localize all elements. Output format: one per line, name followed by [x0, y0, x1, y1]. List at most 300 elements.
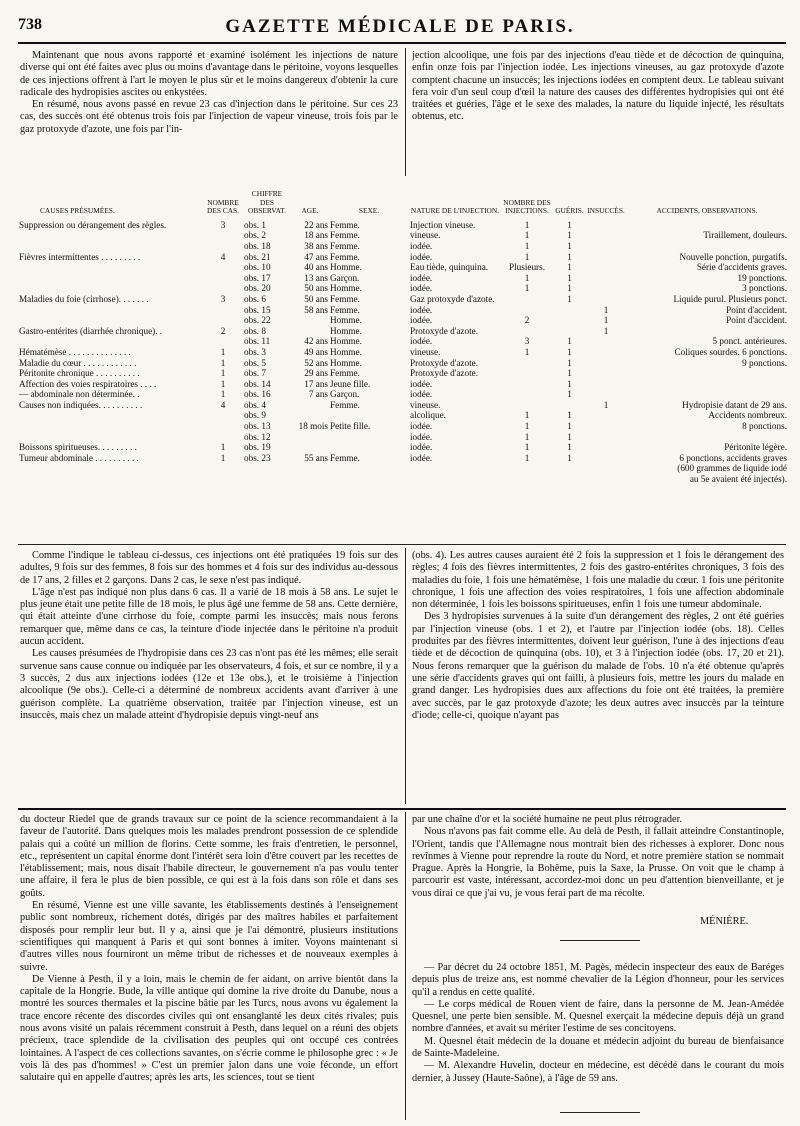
cell-sexe: Femme.: [330, 399, 360, 410]
column-header-age: AGE.: [301, 206, 319, 216]
cell-observation: obs. 7: [244, 368, 266, 379]
cell-age: 52 ans: [304, 357, 328, 368]
cell-nombre-cas: 3: [220, 293, 226, 304]
cell-sexe: Femme.: [330, 293, 360, 304]
cell-accidents: 9 ponctions.: [742, 357, 787, 368]
cell-nombre-injections: 1: [524, 251, 530, 262]
table-row: [18, 442, 788, 453]
cell-age: [291, 315, 329, 326]
cell-gueris: [553, 474, 586, 485]
paragraph: par une chaîne d'or et la société humaine ne peut plus rétrograder.: [412, 814, 683, 825]
cell-nature: iodée.: [410, 452, 433, 463]
cell-age: 47 ans: [304, 251, 328, 262]
cell-age: [291, 326, 329, 337]
cell-gueris: 1: [567, 452, 572, 463]
cell-age: 7 ans: [308, 389, 328, 400]
cell-sexe: Femme.: [330, 452, 360, 463]
cell-cause: [18, 315, 203, 326]
news-item: M. Quesnel était médecin de la douane et médecin adjoint du bureau de bienfaisance de Sainte-Madeleine.: [412, 1035, 784, 1060]
cell-cause: [18, 410, 203, 421]
cell-age: 50 ans: [304, 293, 328, 304]
cell-observation: obs. 21: [244, 251, 271, 262]
cell-cause: [18, 474, 203, 485]
cell-observation: obs. 15: [244, 304, 271, 315]
cell-nombre-cas: 1: [220, 442, 226, 453]
cell-observation: obs. 11: [244, 336, 271, 347]
cell-accidents: Coliques sourdes. 6 ponctions.: [674, 346, 787, 357]
cell-nombre-cas: [203, 273, 243, 284]
cell-nature: iodée.: [410, 421, 433, 432]
cell-cause: [18, 305, 203, 316]
observations-table: [18, 190, 788, 485]
news-item: — Par décret du 24 octobre 1851, M. Pagès, médecin inspecteur des eaux de Baréges depuis plus de treize ans, est nommé chevalier de la Légion d'honneur, pour les services qu'il a rendus en cette qualité.: [412, 962, 784, 998]
cell-observation: obs. 19: [244, 442, 271, 453]
cell-nombre-injections: 1: [524, 421, 530, 432]
cell-gueris: 1: [567, 431, 572, 442]
cell-nature: vineuse.: [410, 399, 441, 410]
paragraph: Les causes présumées de l'hydropisie dans ces 23 cas n'ont pas été les mêmes; elle serait survenue sans cause connue ou indiquée par les observateurs, 4 fois, et sur ce nombre, il y a 3 succès, 2 dus aux injections iodées (12e et 13e obs.), et le troisième à l'injection alcoolique (9e obs.). Celle-ci a déterminé de nombreux accidents avant d'arriver à une guérison complète. La quatrième observation, traitée par l'injection vineuse, est un insuccès, mais chez un malade atteint d'hydropisie depuis vingt-neuf ans: [20, 648, 398, 721]
cell-sexe: Homme.: [330, 262, 362, 273]
cell-nombre-injections: [501, 326, 553, 337]
cell-nature: iodée.: [410, 315, 433, 326]
cell-cause: [18, 432, 203, 443]
cell-age: 13 ans: [304, 272, 328, 283]
paragraph: Nous n'avons pas fait comme elle. Au delà de Pesth, il fallait atteindre Constantinople, l'Orient, tandis que l'Allemagne nous montrait bien des richesses à explorer. Donc nous revînmes à Vienne pour reprendre la route du Nord, et notre première station se nommait Prague. Après la Hongrie, la Bohême, puis la Saxe, la Prusse. On voit que le champ à parcourir est vaste, intéressant, accordez-moi donc un peu d'attention bienveillante, et je vous dirai ce que j'ai vu, je vous ferai part de ma récolte.: [412, 826, 784, 899]
middle-right-column: [412, 550, 784, 802]
cell-accidents: Point d'accident.: [726, 304, 787, 315]
cell-accidents: [626, 368, 788, 379]
cell-insucces: [586, 368, 626, 379]
cell-cause: [18, 241, 203, 252]
cell-insucces: [586, 241, 626, 252]
cell-age: 29 ans: [304, 368, 328, 379]
cell-sexe: Petite fille.: [330, 421, 371, 432]
cell-gueris: 1: [567, 336, 572, 347]
cell-observation: [243, 463, 291, 474]
cell-age: 18 mois: [298, 421, 328, 432]
cell-observation: obs. 9: [244, 410, 266, 421]
cell-nature: Eau tiède, quinquina.: [410, 262, 489, 273]
cell-nature: iodée.: [410, 272, 433, 283]
cell-insucces: [586, 336, 626, 347]
cell-gueris: 1: [567, 357, 572, 368]
cell-sexe: Jeune fille.: [330, 378, 371, 389]
table-row: [18, 379, 788, 390]
cell-nombre-injections: 1: [524, 219, 530, 230]
table-row: [18, 463, 788, 474]
cell-nombre-injections: 1: [524, 283, 530, 294]
cell-accidents: Péritonite légère.: [724, 442, 787, 453]
cell-gueris: 1: [567, 219, 572, 230]
cell-nature: iodée.: [410, 442, 433, 453]
cell-observation: obs. 8: [244, 325, 266, 336]
cell-gueris: 1: [567, 230, 572, 241]
cell-insucces: [586, 442, 626, 453]
paragraph: En résumé, nous avons passé en revue 23 cas d'injection dans le péritoine. Sur ces 23 cas, des succès ont été obtenus trois fois par l'injection de vapeur vineuse, trois fois par le gaz protoxyde d'azote, une fois par l'in-: [20, 99, 398, 135]
cell-sexe: [329, 410, 409, 421]
cell-nature: Injection vineuse.: [410, 219, 476, 230]
table-row: [18, 432, 788, 443]
cell-nombre-injections: [501, 358, 553, 369]
cell-cause: Fièvres intermittentes . . . . . . . . .: [19, 251, 141, 262]
cell-nombre-cas: [203, 336, 243, 347]
cell-nombre-cas: 2: [220, 325, 226, 336]
cell-insucces: [586, 252, 626, 263]
cell-accidents: 5 ponct. antérieures.: [712, 336, 787, 347]
cell-observation: obs. 23: [244, 452, 271, 463]
cell-insucces: [586, 474, 626, 485]
cell-nombre-injections: [501, 368, 553, 379]
cell-accidents: 3 ponctions.: [742, 283, 787, 294]
cell-observation: obs. 5: [244, 357, 266, 368]
table-row: [18, 389, 788, 400]
cell-cause: Gastro-entérites (diarrhée chronique). .: [19, 325, 163, 336]
column-divider: [405, 548, 406, 804]
column-divider: [405, 48, 406, 176]
cell-nombre-injections: 1: [524, 346, 530, 357]
cell-insucces: [586, 358, 626, 369]
column-header-chiffre: CHIFFRE DES OBSERVAT.: [248, 189, 286, 216]
table-row: [18, 305, 788, 316]
cell-observation: obs. 1: [244, 219, 266, 230]
cell-nombre-cas: [203, 230, 243, 241]
cell-nombre-injections: [501, 400, 553, 411]
cell-nombre-injections: Plusieurs.: [509, 262, 545, 273]
table-row: [18, 294, 788, 305]
cell-nature: iodée.: [410, 240, 433, 251]
table-row: [18, 326, 788, 337]
separator: [560, 1112, 640, 1113]
cell-insucces: 1: [603, 399, 609, 410]
cell-observation: obs. 17: [244, 272, 271, 283]
intro-right-column: [412, 50, 784, 176]
cell-nombre-cas: [203, 305, 243, 316]
cell-cause: [18, 273, 203, 284]
cell-insucces: [586, 421, 626, 432]
cell-nature: iodée.: [410, 251, 433, 262]
cell-observation: obs. 4: [244, 399, 266, 410]
cell-age: [291, 442, 329, 453]
cell-nombre-injections: [501, 305, 553, 316]
cell-nombre-injections: [501, 379, 553, 390]
cell-sexe: Femme.: [330, 304, 360, 315]
cell-cause: Hématémèse . . . . . . . . . . . . . .: [19, 346, 131, 357]
cell-nature: iodée.: [410, 283, 433, 294]
cell-nature: alcolique.: [410, 410, 446, 421]
cell-cause: [18, 230, 203, 241]
cell-accidents: [626, 326, 788, 337]
table-row: [18, 421, 788, 432]
table-row: [18, 241, 788, 252]
cell-cause: [18, 336, 203, 347]
cell-observation: obs. 10: [244, 262, 271, 273]
cell-age: 18 ans: [304, 230, 328, 241]
cell-gueris: 1: [567, 442, 572, 453]
cell-gueris: [553, 463, 586, 474]
cell-nature: Protoxyde d'azote.: [410, 368, 478, 379]
cell-insucces: [586, 379, 626, 390]
cell-age: [291, 432, 329, 443]
cell-gueris: 1: [567, 368, 572, 379]
cell-sexe: [329, 432, 409, 443]
intro-left-column: [20, 50, 398, 176]
cell-age: 38 ans: [304, 240, 328, 251]
paragraph: Comme l'indique le tableau ci-dessus, ces injections ont été pratiquées 19 fois sur des adultes, 9 fois sur des femmes, 8 fois sur des hommes et 4 fois sur des individus au-dessous de 17 ans, 2 filles et 2 garçons. Dans 2 cas, le sexe n'est pas indiqué.: [20, 550, 398, 586]
news-item: — M. Alexandre Huvelin, docteur en médecine, est décédé dans le courant du mois dernier, à Jussey (Haute-Saône), à l'âge de 59 ans.: [412, 1060, 784, 1084]
paragraph: L'âge n'est pas indiqué non plus dans 6 cas. Il a varié de 18 mois à 58 ans. Le sujet le plus jeune était une petite fille de 18 mois, le plus âgé une femme de 58 ans. Cette dernière, qui était atteinte d'une cirrhose du foie, compte parmi les insuccès; mais nous ferons remarquer que, même dans ce cas, la teinture d'iode injectée dans le péritoine n'a produit aucun accident.: [20, 586, 398, 648]
paragraph: du docteur Riedel que de grands travaux sur ce point de la science recommandaient à la faveur de l'autorité. Dans quelques mois les malades prendront possession de ce splendide palais qui a coûté un million de florins. Cette somme, les frais d'entretien, le personnel, etc., représentent un capital énorme dont l'intérêt sera loin d'être couvert par les recettes de l'établissement; mais, nous disait l'habile directeur, le gouvernement n'a pas voulu tenter une affaire, il fera le plus de bien possible, ce qui est à la fois dans son rôle et dans ses goûts.: [20, 814, 398, 899]
cell-age: 17 ans: [304, 378, 328, 389]
cell-cause: [18, 283, 203, 294]
cell-gueris: [553, 326, 586, 337]
cell-nombre-injections: 1: [524, 230, 530, 241]
cell-gueris: 1: [567, 262, 572, 273]
cell-nombre-cas: 1: [220, 346, 226, 357]
column-header-causes: CAUSES PRÉSUMÉES.: [40, 206, 115, 216]
cell-gueris: 1: [567, 421, 572, 432]
cell-insucces: [586, 453, 626, 464]
cell-accidents: [626, 432, 788, 443]
cell-gueris: [553, 400, 586, 411]
cell-insucces: 1: [603, 304, 609, 315]
cell-nature: iodée.: [410, 431, 433, 442]
cell-accidents: Hydropisie datant de 29 ans.: [682, 399, 787, 410]
cell-sexe: Homme.: [330, 325, 362, 336]
cell-accidents: Accidents nombreux.: [708, 410, 787, 421]
cell-observation: obs. 6: [244, 293, 266, 304]
cell-accidents: (600 grammes de liquide iodé: [677, 463, 787, 474]
section-rule: [18, 808, 786, 810]
cell-sexe: Femme.: [330, 251, 360, 262]
table-header-row: [18, 190, 788, 220]
column-header-nature: NATURE DE L'INJECTION.: [410, 206, 500, 216]
table-row: [18, 283, 788, 294]
cell-insucces: [586, 262, 626, 273]
cell-nombre-cas: 1: [220, 378, 226, 389]
cell-observation: obs. 2: [244, 230, 266, 241]
column-divider: [405, 812, 406, 1120]
cell-age: [291, 474, 329, 485]
cell-observation: obs. 18: [244, 240, 271, 251]
cell-sexe: [329, 463, 409, 474]
cell-sexe: Garçon.: [330, 272, 360, 283]
cell-nombre-cas: 4: [220, 399, 226, 410]
cell-gueris: 1: [567, 272, 572, 283]
cell-nombre-injections: 1: [524, 431, 530, 442]
middle-left-column: [20, 550, 398, 802]
cell-gueris: 1: [567, 389, 572, 400]
cell-gueris: [553, 315, 586, 326]
cell-nombre-cas: [203, 262, 243, 273]
cell-nombre-cas: [203, 410, 243, 421]
table-row: [18, 347, 788, 358]
cell-insucces: [586, 220, 626, 231]
cell-nombre-injections: 1: [524, 272, 530, 283]
cell-sexe: Femme.: [330, 219, 360, 230]
table-row: [18, 453, 788, 464]
cell-age: 55 ans: [304, 452, 328, 463]
cell-accidents: [626, 220, 788, 231]
cell-sexe: [329, 442, 409, 453]
table-row: [18, 474, 788, 485]
cell-insucces: [586, 463, 626, 474]
cell-sexe: [329, 474, 409, 485]
cell-insucces: 1: [603, 315, 609, 326]
cell-cause: — abdominale non déterminée. .: [19, 389, 140, 400]
column-header-insucces: INSUCCÈS.: [587, 206, 625, 216]
cell-gueris: 1: [567, 293, 572, 304]
cell-accidents: [626, 389, 788, 400]
cell-accidents: Nouvelle ponction, purgatifs.: [679, 251, 787, 262]
cell-age: 42 ans: [304, 336, 328, 347]
cell-observation: obs. 12: [244, 431, 271, 442]
cell-cause: Maladies du foie (cirrhose). . . . . . .: [19, 293, 149, 304]
cell-age: 58 ans: [304, 304, 328, 315]
paragraph: Des 3 hydropisies survenues à la suite d'un dérangement des règles, 2 ont été guéries par l'injection vineuse (obs. 1 et 2), et l'autre par l'injection iodée (obs. 18). Celles produites par des fièvres intermittentes, doivent leur guérison, l'une à des injections d'eau tiède et de décoction de quinquina (obs. 10), et 3 à l'injection iodée (obs. 17, 20 et 21). Nous ferons remarquer que la guérison du malade de l'obs. 10 n'a été obtenue qu'après une série d'accidents graves qui ont failli, à plusieurs fois, mettre les jours du malade en grand danger. Les hydropisies dues aux affections du foie ont été traitées, la première avec succès, par le gaz protoxyde d'azote; les deux autres avec insuccès par la teinture d'iode; celle-ci, quoique n'ayant pas: [412, 611, 784, 721]
lower-left-column: [20, 814, 398, 1120]
cell-gueris: 1: [567, 283, 572, 294]
cell-insucces: 1: [603, 325, 609, 336]
cell-insucces: [586, 410, 626, 421]
cell-nombre-cas: 1: [220, 389, 226, 400]
header-rule: [18, 42, 786, 44]
table-row: [18, 368, 788, 379]
cell-nombre-injections: [501, 463, 553, 474]
cell-nature: vineuse.: [410, 346, 441, 357]
author-signature: MÉNIÈRE.: [700, 916, 749, 927]
cell-nombre-injections: [501, 294, 553, 305]
cell-nombre-cas: [203, 315, 243, 326]
cell-nombre-injections: 1: [524, 410, 530, 421]
column-header-nombre-cas: NOMBRE DES CAS.: [206, 197, 240, 216]
lower-right-column: [412, 814, 784, 914]
cell-nombre-cas: [203, 463, 243, 474]
cell-sexe: Homme.: [330, 357, 362, 368]
cell-nombre-injections: 2: [524, 315, 530, 326]
table-row: [18, 400, 788, 411]
cell-observation: obs. 20: [244, 283, 271, 294]
cell-sexe: Homme.: [330, 336, 362, 347]
cell-insucces: [586, 273, 626, 284]
cell-nature: [409, 463, 501, 474]
cell-observation: obs. 14: [244, 378, 271, 389]
table-row: [18, 252, 788, 263]
cell-age: [291, 410, 329, 421]
cell-nombre-injections: 1: [524, 452, 530, 463]
cell-insucces: [586, 283, 626, 294]
cell-cause: Affection des voies respiratoires . . . .: [19, 378, 157, 389]
cell-nature: Gaz protoxyde d'azote.: [410, 293, 495, 304]
cell-nature: Protoxyde d'azote.: [410, 357, 478, 368]
table-row: [18, 315, 788, 326]
cell-sexe: Homme.: [330, 315, 362, 326]
table-row: [18, 220, 788, 231]
cell-age: 49 ans: [304, 346, 328, 357]
cell-observation: obs. 22: [244, 315, 271, 326]
cell-nombre-injections: 3: [524, 336, 530, 347]
cell-accidents: Liquide purul. Plusieurs ponct.: [673, 293, 787, 304]
cell-nature: iodée.: [410, 378, 433, 389]
paragraph: jection alcoolique, une fois par des injections d'eau tiède et de décoction de quinquina, enfin onze fois par l'injection iodée. Les injections vineuses, au gaz protoxyde d'azote comptent chacune un insuccès; les injections iodées en comptent deux. Le tableau suivant fera voir d'un seul coup d'œil la nature des causes des différentes hydropisies qui ont été traitées et guéries, l'âge et le sexe des malades, la nature du liquide injecté, les résultats obtenus, etc.: [412, 50, 784, 123]
cell-gueris: 1: [567, 410, 572, 421]
cell-age: 22 ans: [304, 219, 328, 230]
cell-sexe: Homme.: [330, 346, 362, 357]
cell-nombre-cas: 3: [220, 219, 226, 230]
cell-accidents: Série d'accidents graves.: [696, 262, 787, 273]
cell-accidents: au 5e avaient été injectés).: [689, 474, 787, 485]
cell-insucces: [586, 230, 626, 241]
table-row: [18, 336, 788, 347]
news-item: — Le corps médical de Rouen vient de faire, dans la personne de M. Jean-Amédée Quesnel, une perte bien sensible. M. Quesnel exerçait la médecine depuis déjà un grand nombre d'années, et avait su mériter l'estime de ses concitoyens.: [412, 998, 784, 1035]
cell-age: 40 ans: [304, 262, 328, 273]
cell-nature: vineuse.: [410, 230, 441, 241]
cell-cause: Maladie du cœur . . . . . . . . . . . .: [19, 357, 137, 368]
table-row: [18, 410, 788, 421]
cell-sexe: Femme.: [330, 368, 360, 379]
cell-nombre-cas: 1: [220, 368, 226, 379]
cell-nombre-injections: 1: [524, 442, 530, 453]
cell-nature: [409, 474, 501, 485]
column-header-accidents: ACCIDENTS, OBSERVATIONS.: [656, 206, 758, 216]
separator: [560, 940, 640, 941]
cell-age: [291, 463, 329, 474]
cell-gueris: 1: [567, 346, 572, 357]
cell-accidents: 8 ponctions.: [742, 421, 787, 432]
paragraph: Maintenant que nous avons rapporté et examiné isolément les injections de nature diverse qui ont été faites avec plus ou moins d'avantage dans le péritoine, voyons lesquelles de ces injections offrent à l'art le moyen le plus sûr et le moins dangereux d'obtenir la cure radicale des hydropisies ascites ou enkystées.: [20, 50, 398, 98]
column-header-sexe: SEXE.: [358, 206, 380, 216]
cell-insucces: [586, 294, 626, 305]
table-row: [18, 262, 788, 273]
table-row: [18, 273, 788, 284]
cell-insucces: [586, 389, 626, 400]
cell-accidents: Point d'accident.: [726, 315, 787, 326]
cell-accidents: 19 ponctions.: [737, 272, 787, 283]
cell-cause: Boissons spiritueuses. . . . . . . . .: [19, 442, 137, 453]
cell-nature: Protoxyde d'azote.: [410, 325, 478, 336]
cell-nombre-injections: [501, 474, 553, 485]
cell-observation: [243, 474, 291, 485]
paragraph: (obs. 4). Les autres causes auraient été 2 fois la suppression et 1 fois le dérangement des règles; 4 fois des fièvres intermittentes, 2 fois des gastro-entérites chroniques, 3 fois des maladies du foie, 1 fois une hématémèse, 1 fois une maladie du cœur. 1 fois une péritonite chronique, 1 fois une affection des voies respiratoires, 1 fois une affection abdominale non déterminée, 1 fois les boissons spiritueuses, enfin 1 fois une tumeur abdominale.: [412, 550, 784, 611]
cell-gueris: 1: [567, 240, 572, 251]
page-number: 738: [18, 16, 42, 33]
cell-accidents: [626, 241, 788, 252]
cell-accidents: 6 ponctions, accidents graves: [679, 452, 787, 463]
table-bottom-rule: [18, 544, 786, 545]
cell-nature: iodée.: [410, 336, 433, 347]
cell-sexe: Garçon.: [330, 389, 360, 400]
cell-nombre-injections: 1: [524, 240, 530, 251]
cell-cause: Péritonite chronique . . . . . . . . . .: [19, 368, 140, 379]
cell-cause: [18, 421, 203, 432]
paragraph: En résumé, Vienne est une ville savante, les établissements destinés à l'enseignement public sont nombreux, richement dotés, dirigés par des maîtres habiles et parfaitement disposés pour remplir leur but. Il y a, ainsi que je l'ai démontré, plusieurs institutions scientifiques qui manquent à Paris et qui sont bonnes à imiter. Voyons maintenant si d'autres villes nous fourniront un même tribut de richesses et de nouveaux exemples à suivre.: [20, 900, 398, 973]
cell-cause: Suppression ou dérangement des règles.: [19, 219, 167, 230]
cell-cause: Tumeur abdominale . . . . . . . . . .: [19, 452, 139, 463]
cell-nature: iodée.: [410, 389, 433, 400]
cell-observation: obs. 3: [244, 346, 266, 357]
cell-nombre-cas: [203, 474, 243, 485]
cell-observation: obs. 16: [244, 389, 271, 400]
paragraph: De Vienne à Pesth, il y a loin, mais le chemin de fer aidant, on arrive bientôt dans la capitale de la Hongrie. Bude, la ville antique qui domine la rive droite du Danube, nous a montré les sources thermales et la piscine bâtie par les Turcs, nous avons vu également la trace encore récente des discordes civiles qui ont ensanglanté les deux cités rivales; puis nous avons visité un palais récemment construit à Pesth, dans lequel on a réuni des objets précieux, trace splendide de la civilisation des peuples qui ont occupé ces contrées lointaines. A l'aspect de ces collections savantes, on s'écrie comme le philosophe grec : « Je vois là des pas d'hommes! » C'est un premier jalon dans une voie féconde, un effort salutaire qui en appelle d'autres; après les arts, les sciences, tout se tient: [20, 973, 398, 1084]
cell-nombre-cas: [203, 241, 243, 252]
cell-nombre-cas: [203, 283, 243, 294]
cell-nombre-cas: 1: [220, 357, 226, 368]
cell-nature: iodée.: [410, 304, 433, 315]
cell-gueris: [553, 305, 586, 316]
cell-observation: obs. 13: [244, 421, 271, 432]
cell-sexe: Homme.: [330, 283, 362, 294]
cell-gueris: 1: [567, 378, 572, 389]
cell-nombre-cas: [203, 432, 243, 443]
